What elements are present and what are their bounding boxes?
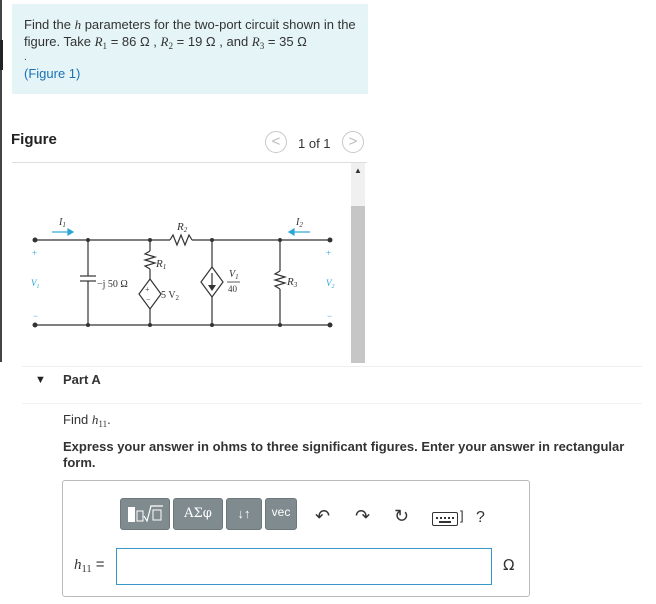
r1-label: R1 [156,258,167,271]
collapse-triangle-icon[interactable]: ▼ [35,374,46,386]
unit-label: Ω [503,556,515,574]
question-text: Find $h_{11}$. [63,412,111,429]
dependent-current-denominator: 40 [228,284,237,294]
vector-button[interactable]: vec [265,498,297,530]
part-a-header[interactable] [22,366,642,404]
v2-minus-sign: − [327,311,333,321]
h-symbol: h [74,17,82,32]
figure-scrollbar-thumb[interactable] [351,206,365,363]
problem-text: Find the h parameters for the two-port circuit shown in the figure. Take $R_1 = 86$ Ω , $R_2 = 19$ Ω , and $R_3 = 35$ Ω [24,17,356,51]
previous-figure-button[interactable] [265,131,287,153]
left-edge-marker [0,40,3,70]
keyboard-icon[interactable] [432,512,458,526]
capacitor-label: −j 50 Ω [97,279,128,290]
r3-label: R3 [287,276,298,289]
dep-source-minus: − [146,295,151,304]
circuit-diagram [0,163,350,363]
v1-plus-sign: + [32,248,38,258]
figure-link[interactable]: (Figure 1) [24,66,81,81]
chevron-right-icon: > [348,133,358,150]
i1-label: $I_1$ [59,217,66,229]
figure-page-counter: 1 of 1 [298,136,331,151]
redo-icon[interactable]: ↷ [355,506,371,526]
templates-icon [123,502,167,526]
instructions-text: Express your answer in ohms to three significant figures. Enter your answer in rectangular form. [63,439,625,470]
undo-icon[interactable]: ↶ [315,506,331,526]
dependent-voltage-label: 5 $V_2$ [161,290,180,302]
templates-button[interactable] [120,498,170,530]
i2-label: $I_2$ [296,217,303,229]
v1-minus-sign: − [33,311,39,321]
dependent-current-numerator: $V_1$ [229,269,239,281]
v2-plus-sign: + [326,248,332,258]
dep-source-plus: + [145,285,150,294]
keyboard-shortcut-bracket: ] [460,508,464,523]
reset-icon[interactable]: ↻ [394,506,410,526]
problem-dot: . [24,52,27,63]
scroll-up-arrow-icon[interactable]: ▲ [354,166,362,175]
arrows-button[interactable]: ↓↑ [226,498,262,530]
figure-title: Figure [11,131,57,148]
answer-label: $h_{11}$ = [74,556,105,575]
answer-input[interactable] [116,548,492,585]
help-button[interactable]: ? [476,509,485,526]
chevron-left-icon: < [271,133,281,150]
part-a-title: Part A [63,372,101,387]
r2-label: R2 [177,221,188,234]
greek-symbols-button[interactable]: ΑΣφ [173,498,223,530]
next-figure-button[interactable] [342,131,364,153]
v1-label: $V_1$ [31,278,40,290]
v2-label: $V_2$ [326,278,335,290]
